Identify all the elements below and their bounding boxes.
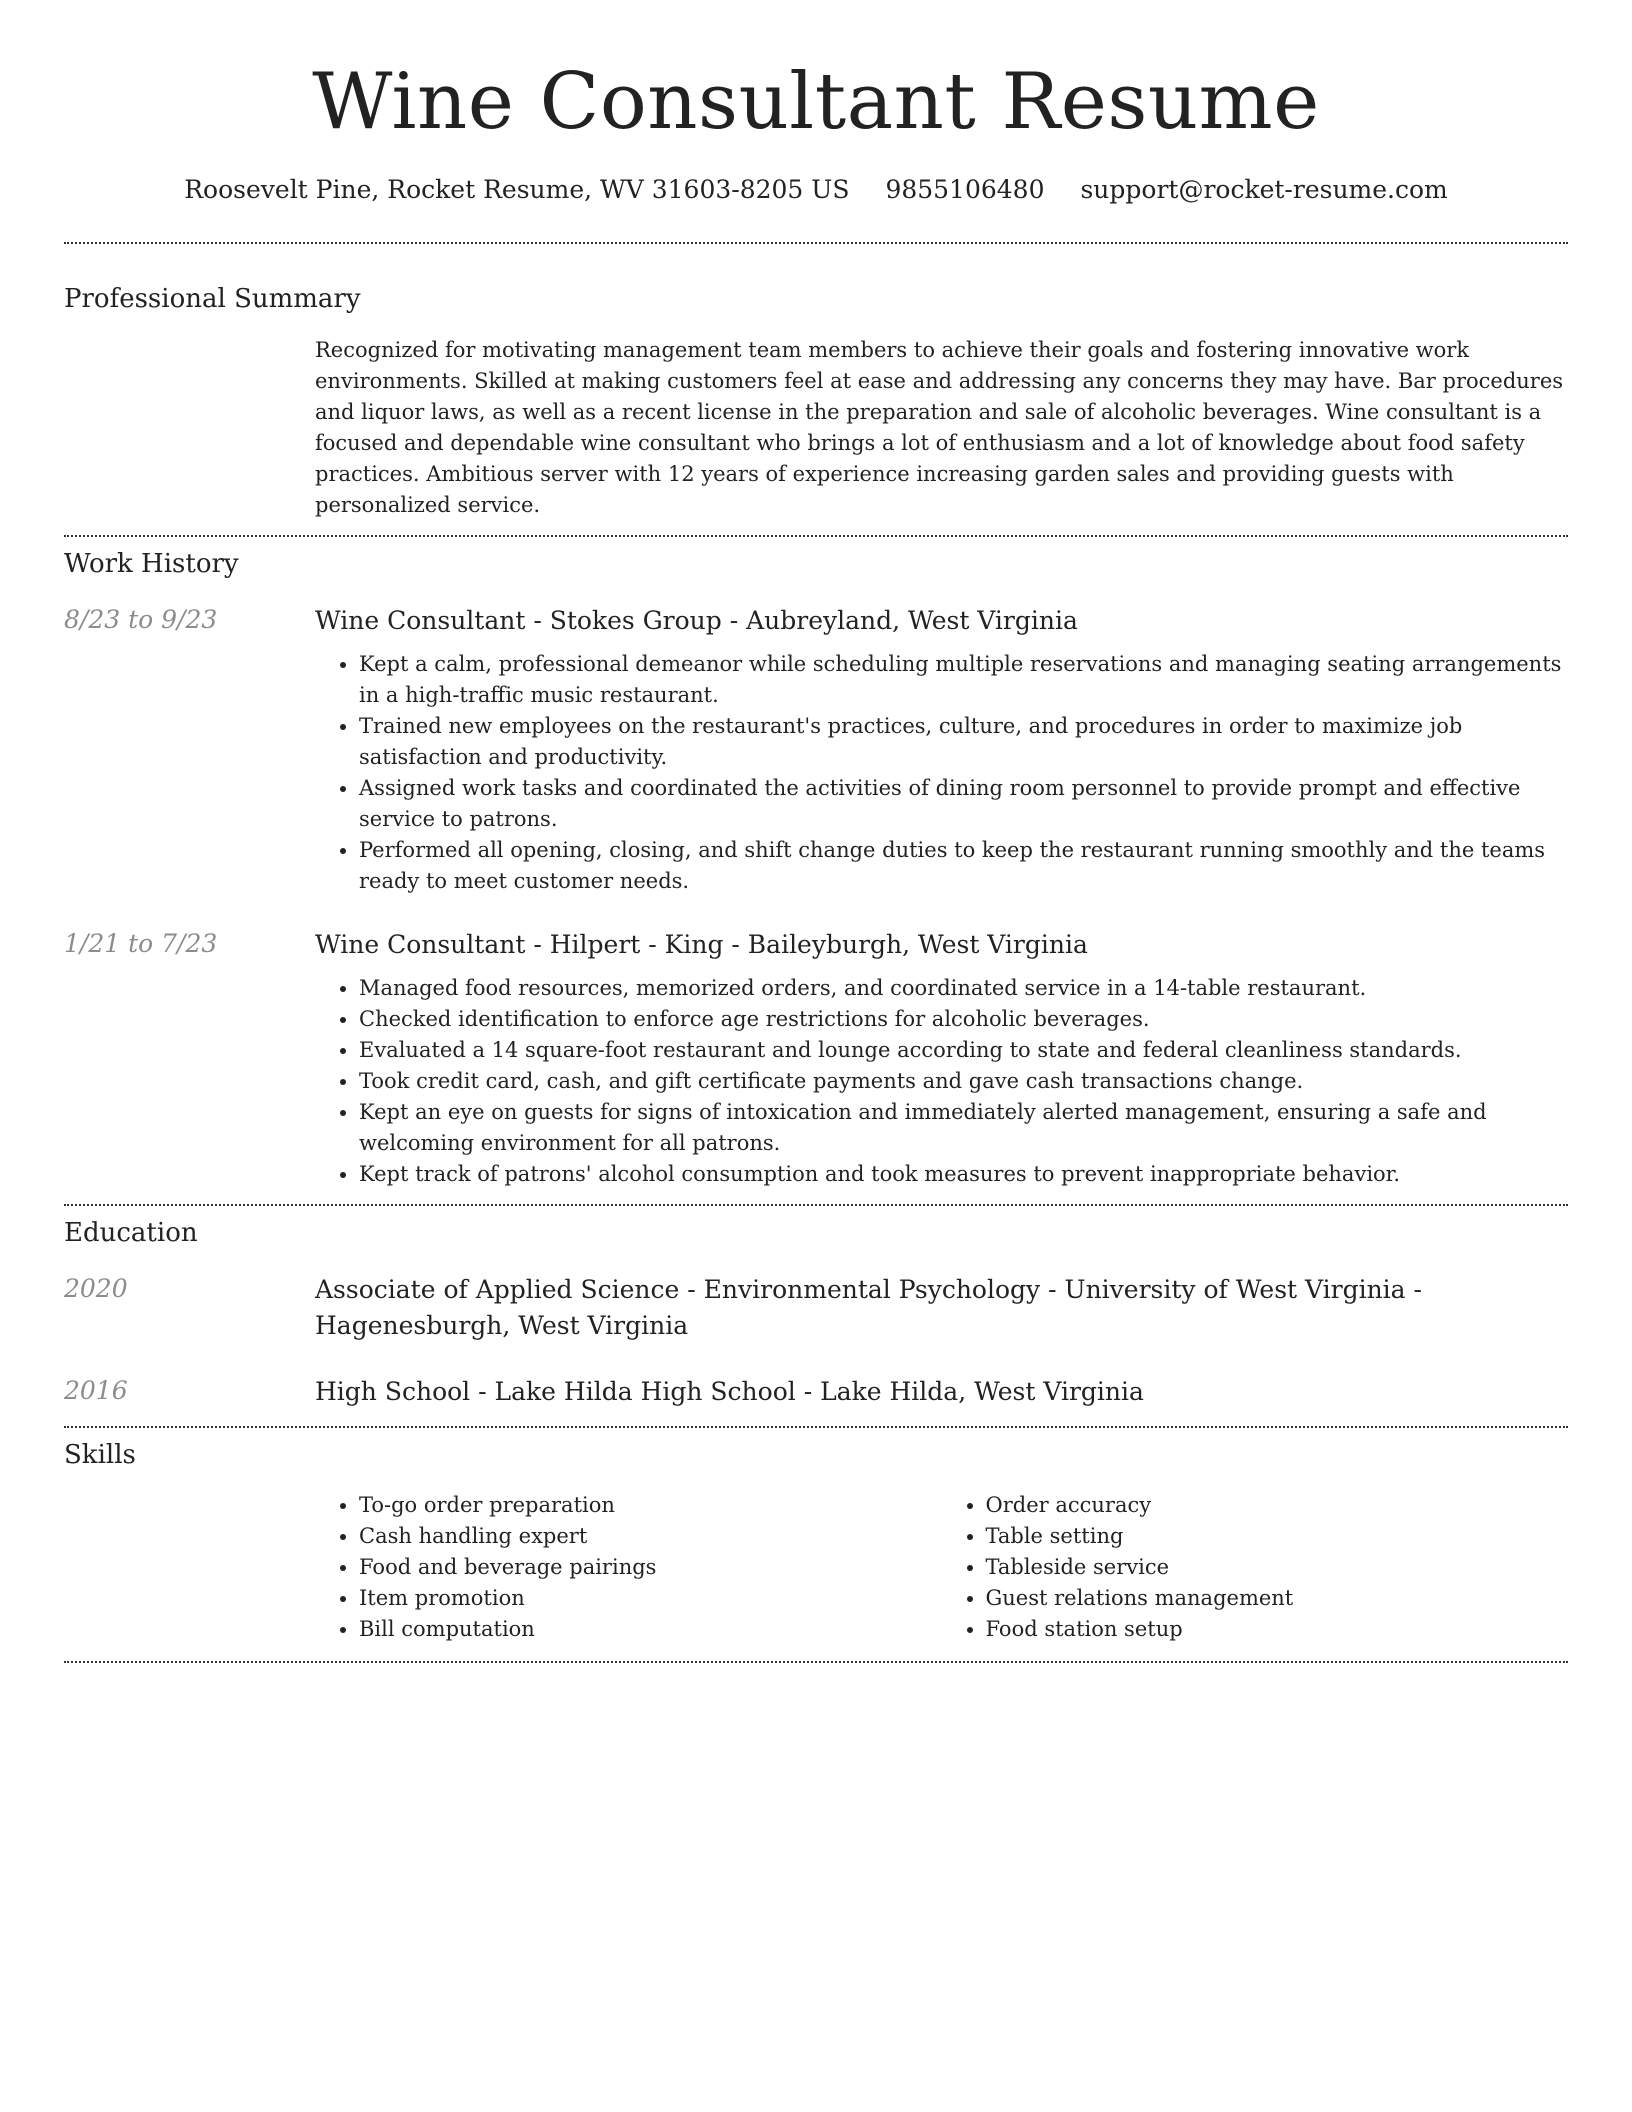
skill-item: • Cash handling expert bbox=[359, 1521, 942, 1552]
job-company: - Stokes Group - Aubreyland, West Virginia bbox=[525, 606, 1078, 635]
contact-email: support@rocket-resume.com bbox=[1080, 175, 1448, 204]
education-entry bbox=[64, 1272, 1568, 1344]
section-title-skills: Skills bbox=[64, 1440, 136, 1470]
job-bullet: • Assigned work tasks and coordinated the activities of dining room personnel to provide prompt and effective service to patrons. bbox=[359, 773, 1568, 835]
job-heading bbox=[315, 603, 1568, 639]
education-section bbox=[64, 1206, 1568, 1410]
job-bullet: • Managed food resources, memorized orders, and coordinated service in a 14-table restaurant. bbox=[359, 973, 1568, 1004]
summary-row bbox=[64, 335, 1568, 521]
education-year: 2020 bbox=[64, 1274, 128, 1303]
education-content bbox=[315, 1374, 1568, 1410]
job-bullet: • Took credit card, cash, and gift certificate payments and gave cash transactions change. bbox=[359, 1066, 1568, 1097]
job-bullet: • Trained new employees on the restaurant's practices, culture, and procedures in order to maximize job satisfaction and productivity. bbox=[359, 711, 1568, 773]
section-title-education: Education bbox=[64, 1218, 198, 1248]
skill-item: • Tableside service bbox=[986, 1552, 1569, 1583]
education-degree: Associate of Applied Science - Environmental Psychology bbox=[315, 1275, 1041, 1304]
job-entry bbox=[64, 927, 1568, 1190]
summary-section bbox=[64, 244, 1568, 521]
skills-row bbox=[64, 1490, 1568, 1645]
education-entry bbox=[64, 1374, 1568, 1410]
job-dates: 8/23 to 9/23 bbox=[64, 605, 218, 634]
job-bullet: • Performed all opening, closing, and shift change duties to keep the restaurant running smoothly and the teams ready to meet customer needs. bbox=[359, 835, 1568, 897]
skill-item: • Item promotion bbox=[359, 1583, 942, 1614]
job-bullets bbox=[315, 649, 1568, 897]
education-content bbox=[315, 1272, 1568, 1344]
skills-section bbox=[64, 1428, 1568, 1645]
job-content bbox=[315, 927, 1568, 1190]
summary-text: Recognized for motivating management team members to achieve their goals and fostering innovative work environments. Skilled at making customers feel at ease and addressing any concerns they may have. Bar procedures and liquor laws, as well as a recent license in the preparation and sale of alcoholic beverages. Wine consultant is a focused and dependable wine consultant who brings a lot of enthusiasm and a lot of knowledge about food safety practices. Ambitious server with 12 years of experience increasing garden sales and providing guests with personalized service. bbox=[315, 338, 1564, 517]
job-dates: 1/21 to 7/23 bbox=[64, 929, 218, 958]
job-entry bbox=[64, 603, 1568, 897]
contact-phone: 9855106480 bbox=[885, 175, 1045, 204]
section-title-summary: Professional Summary bbox=[64, 284, 361, 314]
skill-item: • Order accuracy bbox=[986, 1490, 1569, 1521]
summary-spacer bbox=[64, 335, 315, 521]
skills-list-left bbox=[315, 1490, 942, 1645]
education-heading bbox=[315, 1272, 1568, 1344]
divider bbox=[64, 1661, 1568, 1663]
education-heading bbox=[315, 1374, 1568, 1410]
work-section bbox=[64, 537, 1568, 1190]
skill-item: • Food and beverage pairings bbox=[359, 1552, 942, 1583]
job-bullet: • Kept an eye on guests for signs of intoxication and immediately alerted management, ensuring a safe and welcoming environment for all patrons. bbox=[359, 1097, 1568, 1159]
job-role: Wine Consultant bbox=[315, 606, 526, 635]
resume-header bbox=[0, 0, 1632, 208]
job-role: Wine Consultant bbox=[315, 930, 526, 959]
job-content bbox=[315, 603, 1568, 897]
job-company: - Hilpert - King - Baileyburgh, West Virginia bbox=[525, 930, 1088, 959]
job-heading bbox=[315, 927, 1568, 963]
job-bullet: • Kept track of patrons' alcohol consumption and took measures to prevent inappropriate behavior. bbox=[359, 1159, 1568, 1190]
contact-line bbox=[0, 172, 1632, 208]
skill-item: • Food station setup bbox=[986, 1614, 1569, 1645]
job-bullet: • Evaluated a 14 square-foot restaurant and lounge according to state and federal cleanliness standards. bbox=[359, 1035, 1568, 1066]
skill-item: • Guest relations management bbox=[986, 1583, 1569, 1614]
skill-item: • Table setting bbox=[986, 1521, 1569, 1552]
skills-spacer bbox=[64, 1490, 315, 1645]
skills-grid bbox=[315, 1490, 1568, 1645]
contact-address: Roosevelt Pine, Rocket Resume, WV 31603-8205 US bbox=[184, 175, 850, 204]
summary-content bbox=[315, 335, 1568, 521]
skill-item: • Bill computation bbox=[359, 1614, 942, 1645]
education-school: - Lake Hilda High School - Lake Hilda, West Virginia bbox=[470, 1377, 1144, 1406]
skills-list-right bbox=[942, 1490, 1569, 1645]
skill-item: • To-go order preparation bbox=[359, 1490, 942, 1521]
resume-title: Wine Consultant Resume bbox=[312, 57, 1320, 147]
education-year: 2016 bbox=[64, 1376, 128, 1405]
job-bullet: • Kept a calm, professional demeanor while scheduling multiple reservations and managing seating arrangements in a high-traffic music restaurant. bbox=[359, 649, 1568, 711]
job-bullet: • Checked identification to enforce age restrictions for alcoholic beverages. bbox=[359, 1004, 1568, 1035]
education-school: - University of West Virginia - Hagenesburgh, West Virginia bbox=[315, 1275, 1422, 1340]
section-title-work: Work History bbox=[64, 549, 239, 579]
job-bullets bbox=[315, 973, 1568, 1190]
education-degree: High School bbox=[315, 1377, 471, 1406]
